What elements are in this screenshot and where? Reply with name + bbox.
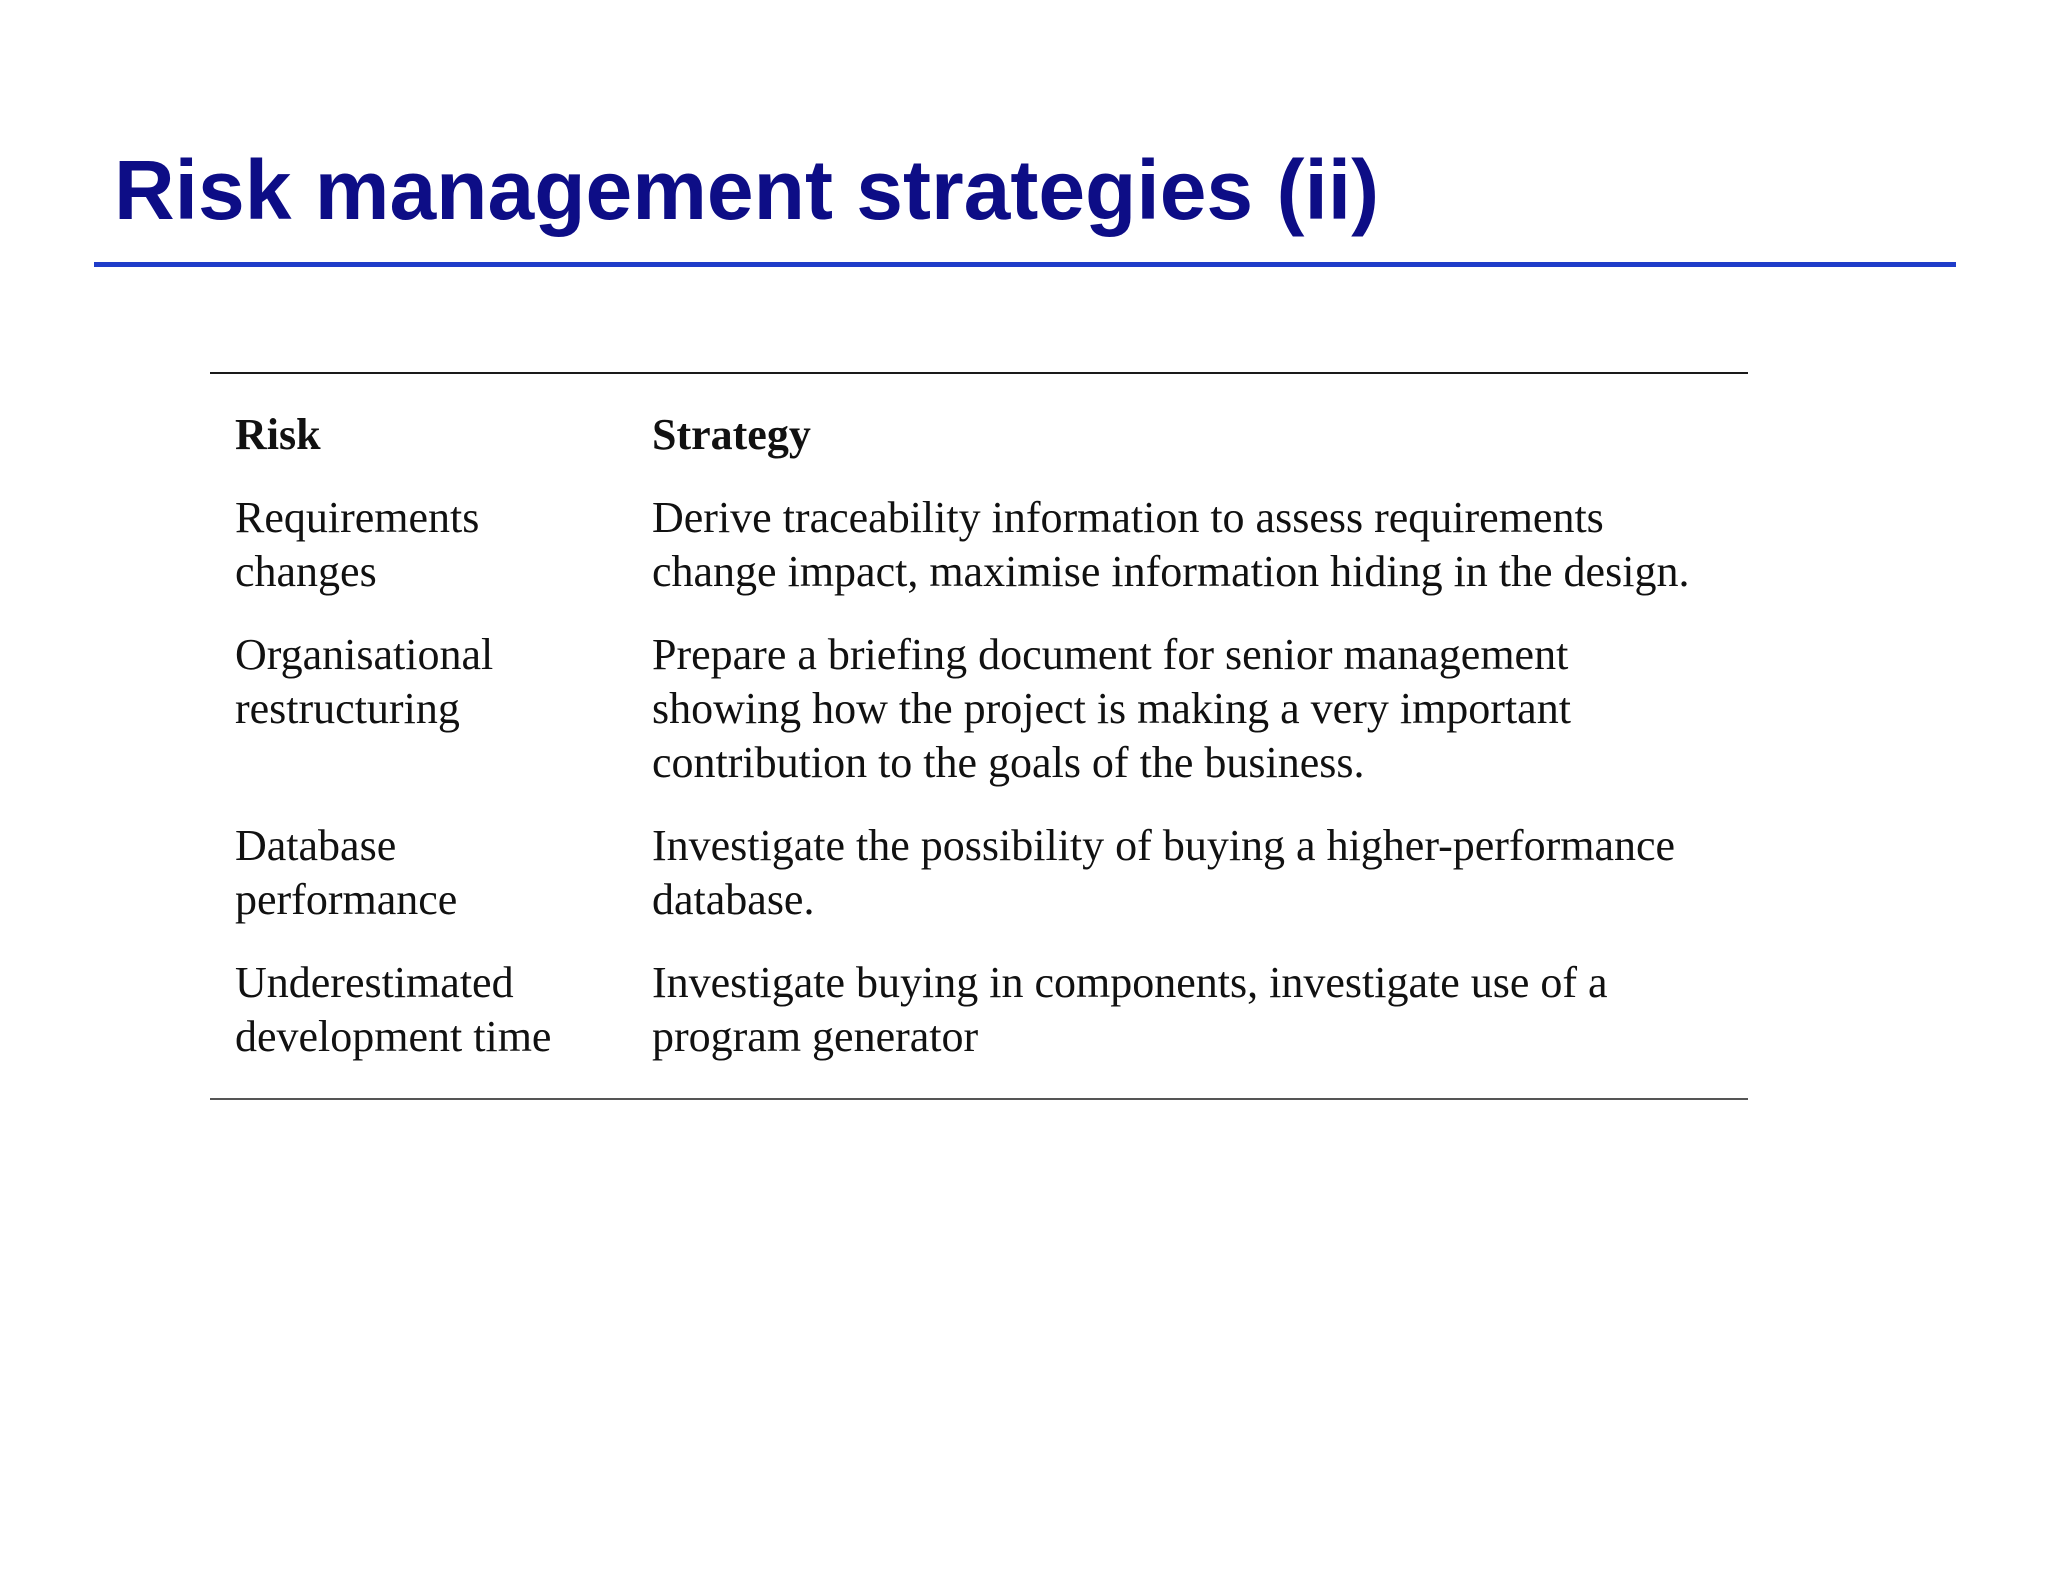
risk-text-line: Requirements — [235, 493, 480, 542]
table-row — [210, 628, 1748, 790]
title-divider — [94, 262, 1956, 267]
risk-cell — [210, 491, 652, 599]
slide-title: Risk management strategies (ii) — [114, 143, 1380, 237]
risk-strategy-table — [210, 372, 1748, 1100]
risk-text-line: development time — [235, 1012, 552, 1061]
table-row — [210, 956, 1748, 1064]
risk-text-line: changes — [235, 547, 377, 596]
risk-cell — [210, 628, 652, 790]
strategy-cell: Investigate the possibility of buying a higher-performance database. — [652, 821, 1676, 924]
risk-text-line: restructuring — [235, 684, 460, 733]
risk-cell — [210, 956, 652, 1064]
risk-text-line: Organisational — [235, 630, 494, 679]
risk-cell — [210, 819, 652, 927]
table-row — [210, 491, 1748, 599]
header-strategy: Strategy — [652, 410, 811, 459]
table-row — [210, 819, 1748, 927]
risk-text-line: Underestimated — [235, 958, 514, 1007]
strategy-cell: Prepare a briefing document for senior management showing how the project is making a very important contribution to the goals of the business. — [652, 630, 1571, 787]
header-risk: Risk — [235, 410, 321, 459]
strategy-cell: Derive traceability information to assess requirements change impact, maximise information hiding in the design. — [652, 493, 1690, 596]
risk-text-line: performance — [235, 875, 458, 924]
strategy-cell: Investigate buying in components, investigate use of a program generator — [652, 958, 1608, 1061]
table-header-row — [210, 408, 1748, 462]
risk-text-line: Database — [235, 821, 397, 870]
